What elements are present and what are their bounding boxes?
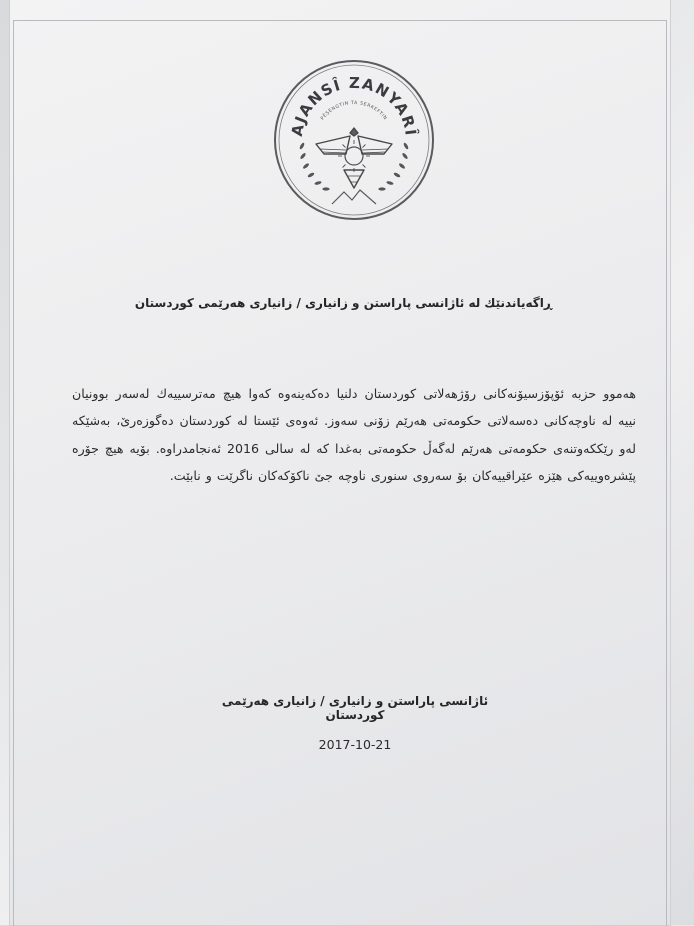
svg-text:PÊŞENGTIN TA SERKEFTIN <box>320 100 389 121</box>
eagle-icon <box>316 128 392 188</box>
agency-logo-seal <box>272 58 436 222</box>
announcement-body: هەموو حزبە ئۆپۆزسیۆنەكانی رۆژهەلاتی كوردستان دلنیا دەكەینەوە كەوا هیچ مەترسییەك لەسەر بوونیان نییە لە ناوچەكانی دەسەلاتی حكومەتی هەرێم زۆنی سەوز. ئەوەی ئێستا لە كوردستان دەگوزەرێ، بەشێكە لەو رێككەوتنەی حكومەتی هەرێم لەگەڵ حكومەتی بەغدا كە لە سالی 2016 ئەنجامدراوە. بۆیە هیچ جۆرە پێشرەوییەكی هێزە عێراقییەكان بۆ سەروی سنوری ناوچە جێ ناكۆكەكان ناگرێت و نابێت. <box>72 386 636 484</box>
mountains-icon <box>332 190 376 204</box>
signature-line: ئاژانسی پاراستن و زانیاری / زانیاری هەرێمی كوردستان <box>221 694 489 722</box>
document-date: 2017-10-21 <box>318 737 392 752</box>
logo-name-text: AJANSÎ ZANYARÎ <box>287 73 420 138</box>
document-page <box>10 0 670 925</box>
announcement-title: ڕاگەیاندنێك لە ئاژانسی پاراستن و زانیاری / زانیاری هەرێمی كوردستان <box>134 296 552 310</box>
logo-motto-text: PÊŞENGTIN TA SERKEFTIN <box>320 100 388 122</box>
sun-icon <box>338 140 370 172</box>
